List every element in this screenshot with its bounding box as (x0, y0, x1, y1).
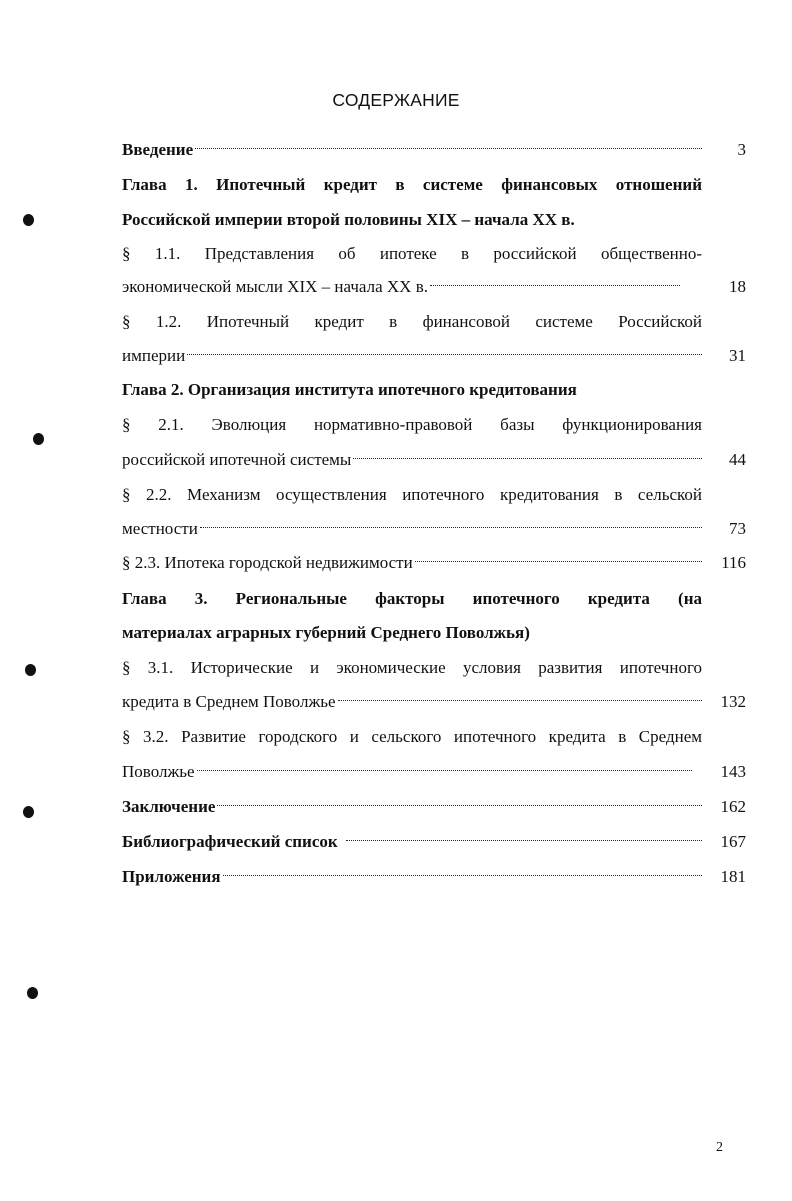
toc-label: местности (122, 519, 198, 538)
toc-page-number: 167 (720, 832, 746, 851)
toc-page-number: 181 (720, 867, 746, 886)
toc-page-number: 73 (729, 519, 746, 538)
leader-dots (217, 805, 702, 806)
binding-hole-dot (23, 214, 34, 226)
toc-section-3-1-line-2[interactable] (122, 687, 702, 717)
leader-dots (338, 700, 703, 701)
leader-dots (200, 527, 702, 528)
toc-entry-intro[interactable] (122, 135, 702, 165)
toc-label: § 2.3. Ипотека городской недвижимости (122, 553, 413, 572)
toc-page-number: 162 (720, 797, 746, 816)
binding-hole-dot (33, 433, 44, 445)
leader-dots (223, 875, 702, 876)
toc-section-2-3[interactable] (122, 548, 702, 578)
toc-section-3-1-line-1[interactable]: § 3.1. Исторические и экономические условия развития ипотечного (122, 658, 702, 677)
toc-page-number: 18 (729, 277, 746, 296)
toc-label: экономической мысли XIX – начала XX в. (122, 277, 428, 296)
binding-hole-dot (27, 987, 38, 999)
toc-label: Заключение (122, 797, 216, 816)
toc-chapter-2[interactable]: Глава 2. Организация института ипотечного кредитования (122, 380, 577, 399)
leader-dots (415, 561, 702, 562)
toc-chapter-3-line-1[interactable]: Глава 3. Региональные факторы ипотечного кредита (на (122, 589, 702, 608)
toc-section-1-2-line-1[interactable]: § 1.2. Ипотечный кредит в финансовой системе Российской (122, 312, 702, 331)
toc-section-3-2-line-1[interactable]: § 3.2. Развитие городского и сельского ипотечного кредита в Среднем (122, 727, 702, 746)
toc-section-2-2-line-2[interactable] (122, 514, 702, 544)
toc-label: кредита в Среднем Поволжье (122, 692, 336, 711)
leader-dots (353, 458, 702, 459)
toc-label: Библиографический список (122, 832, 338, 851)
leader-dots (346, 840, 702, 841)
toc-page-number: 31 (729, 346, 746, 365)
toc-section-1-1-line-1[interactable]: § 1.1. Представления об ипотеке в российской общественно- (122, 244, 702, 263)
toc-chapter-3-line-2[interactable]: материалах аграрных губерний Среднего Поволжья) (122, 623, 530, 642)
toc-entry-appendices[interactable] (122, 862, 702, 892)
leader-dots (195, 148, 702, 149)
leader-dots (430, 285, 680, 286)
toc-label: империи (122, 346, 186, 365)
page-title: СОДЕРЖАНИЕ (332, 90, 460, 110)
toc-page-number: 116 (721, 553, 746, 572)
binding-hole-dot (23, 806, 34, 818)
toc-section-1-1-line-2[interactable] (122, 272, 702, 302)
binding-hole-dot (25, 664, 36, 676)
toc-page-number: 3 (737, 140, 746, 159)
leader-dots (187, 354, 702, 355)
toc-section-3-2-line-2[interactable] (122, 757, 702, 787)
toc-entry-bibliography[interactable] (122, 827, 702, 857)
leader-dots (197, 770, 693, 771)
toc-chapter-1-line-1[interactable]: Глава 1. Ипотечный кредит в системе финансовых отношений (122, 175, 702, 194)
toc-page-number: 143 (720, 762, 746, 781)
toc-chapter-1-line-2[interactable]: Российской империи второй половины XIX – начала XX в. (122, 210, 575, 229)
toc-label: российской ипотечной системы (122, 450, 352, 469)
toc-label: Поволжье (122, 762, 195, 781)
toc-section-2-1-line-2[interactable] (122, 445, 702, 475)
toc-section-2-2-line-1[interactable]: § 2.2. Механизм осуществления ипотечного кредитования в сельской (122, 485, 702, 504)
toc-page-number: 44 (729, 450, 746, 469)
toc-label: Приложения (122, 867, 221, 886)
page-number: 2 (716, 1140, 723, 1155)
toc-section-1-2-line-2[interactable] (122, 341, 702, 371)
toc-label: Введение (122, 140, 194, 159)
toc-page-number: 132 (720, 692, 746, 711)
toc-section-2-1-line-1[interactable]: § 2.1. Эволюция нормативно-правовой базы функционирования (122, 415, 702, 434)
toc-entry-conclusion[interactable] (122, 792, 702, 822)
